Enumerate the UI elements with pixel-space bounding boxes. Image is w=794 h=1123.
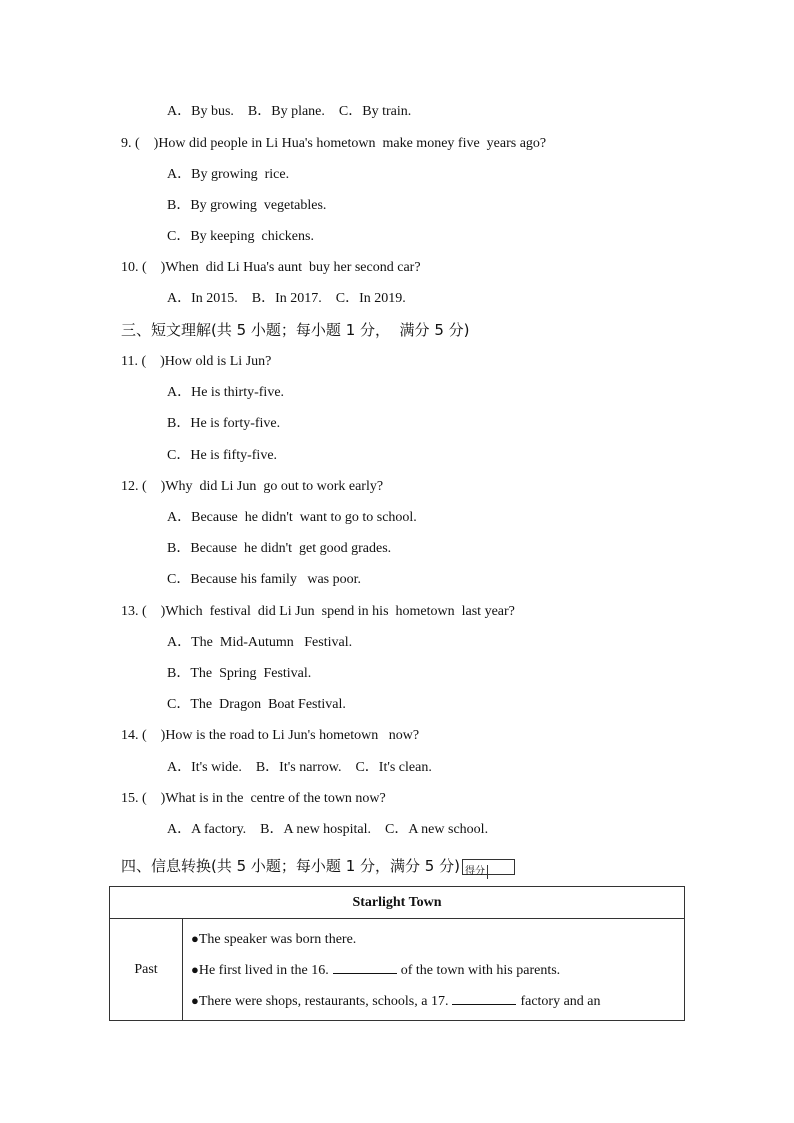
- q14-stem: 14. ( )How is the road to Li Jun's hometown now?: [121, 728, 420, 743]
- info-table: [109, 886, 685, 1021]
- q10-options: A．In 2015. B．In 2017. C．In 2019.: [167, 291, 406, 306]
- q11-option-a: A．He is thirty-five.: [167, 385, 285, 400]
- q8-options: A．By bus. B．By plane. C．By train.: [167, 104, 412, 119]
- q13-stem: 13. ( )Which festival did Li Jun spend in his hometown last year?: [121, 604, 515, 619]
- bullet-dot: ●: [191, 993, 199, 1008]
- blank-16[interactable]: [333, 961, 397, 974]
- q13-option-b: B．The Spring Festival.: [167, 666, 312, 681]
- q13-option-c: C．The Dragon Boat Festival.: [167, 697, 346, 712]
- q15-options: A．A factory. B．A new hospital. C．A new school.: [167, 822, 489, 837]
- q12-option-b: B．Because he didn't get good grades.: [167, 541, 392, 556]
- q10-stem: 10. ( )When did Li Hua's aunt buy her second car?: [121, 260, 421, 275]
- q11-option-c: C．He is fifty-five.: [167, 448, 278, 463]
- bullet-2-post: of the town with his parents.: [400, 963, 561, 978]
- bullet-3-post: factory and an: [520, 994, 601, 1009]
- bullet-3-pre: There were shops, restaurants, schools, a 17.: [198, 994, 449, 1009]
- score-box: [462, 859, 515, 875]
- bullet-2: [191, 954, 684, 985]
- q13-option-a: A．The Mid-Autumn Festival.: [167, 635, 353, 650]
- row-label-past: Past: [110, 919, 183, 1021]
- past-bullets: [183, 919, 685, 1021]
- section4-heading: 四、信息转换(共 5 小题；每小题 1 分，满分 5 分): [121, 857, 460, 875]
- q12-option-a: A．Because he didn't want to go to school.: [167, 510, 417, 525]
- bullet-1-text: The speaker was born there.: [198, 932, 357, 947]
- bullet-1: [191, 923, 684, 954]
- q12-option-c: C．Because his family was poor.: [167, 572, 362, 587]
- q15-stem: 15. ( )What is in the centre of the town now?: [121, 791, 386, 806]
- q9-option-c: C．By keeping chickens.: [167, 229, 314, 244]
- q11-stem: 11. ( )How old is Li Jun?: [121, 354, 272, 369]
- score-label: 得分: [463, 865, 488, 879]
- bullet-dot: ●: [191, 962, 199, 977]
- q9-stem: 9. ( )How did people in Li Hua's hometown make money five years ago?: [121, 136, 547, 151]
- q14-options: A．It's wide. B．It's narrow. C．It's clean.: [167, 760, 432, 775]
- bullet-dot: ●: [191, 931, 199, 946]
- score-blank[interactable]: [488, 860, 514, 874]
- table-title: Starlight Town: [110, 887, 685, 919]
- bullet-3: [191, 985, 684, 1016]
- bullet-2-pre: He first lived in the 16.: [198, 963, 329, 978]
- q9-option-b: B．By growing vegetables.: [167, 198, 327, 213]
- q11-option-b: B．He is forty-five.: [167, 416, 281, 431]
- section4-heading-row: [121, 857, 515, 875]
- q9-option-a: A．By growing rice.: [167, 167, 290, 182]
- blank-17[interactable]: [452, 992, 516, 1005]
- q12-stem: 12. ( )Why did Li Jun go out to work early?: [121, 479, 384, 494]
- section3-heading: 三、短文理解(共 5 小题；每小题 1 分， 满分 5 分): [121, 321, 470, 339]
